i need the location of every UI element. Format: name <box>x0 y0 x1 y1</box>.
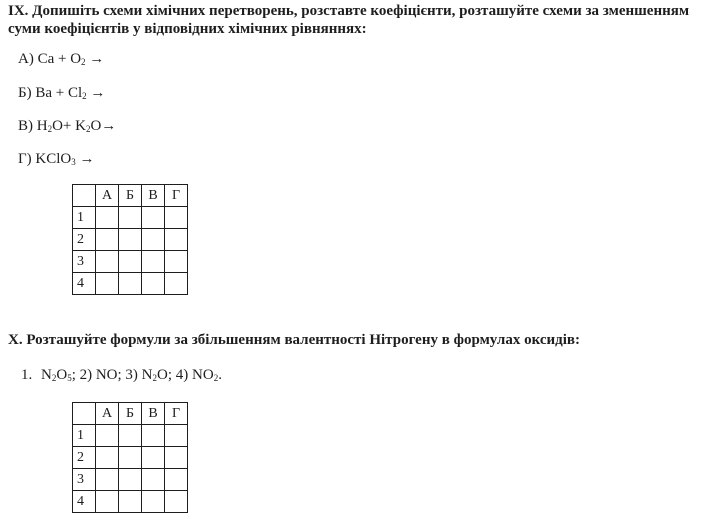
formula-part: . <box>218 367 222 383</box>
answer-grid-col-header: В <box>142 403 165 425</box>
answer-cell[interactable] <box>142 491 165 513</box>
equation-b-text: Б) Ba + Cl <box>18 85 83 101</box>
task-10-title: X. Розташуйте формули за збільшенням валентності Нітрогену в формулах оксидів: <box>8 332 581 348</box>
answer-cell[interactable] <box>96 425 119 447</box>
equation-g <box>18 150 95 168</box>
answer-grid-col-header: Б <box>119 185 142 207</box>
formula-subscript: 2 <box>213 373 219 383</box>
formula-part: ; 2) NO; 3) N <box>71 367 153 383</box>
equation-v-subscript-1: 2 <box>47 124 53 134</box>
answer-grid-row-header: 1 <box>73 207 96 229</box>
answer-grid-row-header: 3 <box>73 469 96 491</box>
answer-cell[interactable] <box>165 425 188 447</box>
answer-grid-row <box>73 251 188 273</box>
answer-grid-col-header: В <box>142 185 165 207</box>
formula-subscript: 2 <box>152 373 158 383</box>
answer-grid-row-header: 2 <box>73 447 96 469</box>
answer-cell[interactable] <box>165 207 188 229</box>
answer-cell[interactable] <box>119 207 142 229</box>
equation-b-arrow: → <box>86 85 106 101</box>
equation-a <box>18 50 104 68</box>
equation-v-text: В) H <box>18 118 48 134</box>
equation-b-subscript: 2 <box>82 91 87 101</box>
formula-part: O <box>56 367 68 383</box>
equation-v <box>18 117 116 135</box>
answer-cell[interactable] <box>96 207 119 229</box>
answer-grid-row <box>73 207 188 229</box>
task-9-title: IX. Допишіть схеми хімічних перетворень, розставте коефіцієнти, розташуйте схеми за зменшенням суми коефіцієнтів у відповідних хімічних рівняннях: <box>8 3 690 37</box>
equation-b <box>18 84 105 102</box>
answer-cell[interactable] <box>119 491 142 513</box>
answer-grid-row-header: 4 <box>73 273 96 295</box>
answer-cell[interactable] <box>142 425 165 447</box>
equation-g-arrow: → <box>75 151 95 167</box>
answer-cell[interactable] <box>96 469 119 491</box>
answer-grid-col-header: Г <box>165 185 188 207</box>
answer-grid-task-10 <box>72 402 188 513</box>
answer-grid-col-header: А <box>96 185 119 207</box>
answer-grid-row <box>73 273 188 295</box>
equation-v-arrow: O→ <box>90 118 117 134</box>
answer-cell[interactable] <box>165 447 188 469</box>
answer-grid-row-header: 4 <box>73 491 96 513</box>
answer-grid-row-header: 2 <box>73 229 96 251</box>
answer-cell[interactable] <box>119 251 142 273</box>
equation-v-subscript-2: 2 <box>85 124 91 134</box>
answer-cell[interactable] <box>119 425 142 447</box>
answer-cell[interactable] <box>96 273 119 295</box>
answer-grid-header-row <box>73 403 188 425</box>
answer-grid-col-header: Б <box>119 403 142 425</box>
equation-v-mid: O+ K <box>52 118 86 134</box>
answer-grid-row-header: 1 <box>73 425 96 447</box>
answer-grid-row <box>73 447 188 469</box>
answer-cell[interactable] <box>96 229 119 251</box>
answer-cell[interactable] <box>119 229 142 251</box>
answer-grid-row-header: 3 <box>73 251 96 273</box>
answer-cell[interactable] <box>142 251 165 273</box>
equation-a-arrow: → <box>85 51 105 67</box>
answer-grid-row <box>73 229 188 251</box>
formula-part: N <box>41 367 52 383</box>
answer-grid-row <box>73 469 188 491</box>
answer-grid-corner-cell <box>73 403 96 425</box>
equation-g-subscript: 3 <box>71 157 76 167</box>
answer-cell[interactable] <box>165 491 188 513</box>
equation-a-text: А) Ca + O <box>18 51 82 67</box>
answer-cell[interactable] <box>142 469 165 491</box>
answer-cell[interactable] <box>142 229 165 251</box>
answer-grid-header-row <box>73 185 188 207</box>
answer-cell[interactable] <box>142 273 165 295</box>
answer-grid-corner-cell <box>73 185 96 207</box>
answer-cell[interactable] <box>119 469 142 491</box>
answer-cell[interactable] <box>119 447 142 469</box>
formula-subscript: 5 <box>67 373 72 383</box>
formula-part: O; 4) NO <box>157 367 214 383</box>
answer-cell[interactable] <box>96 251 119 273</box>
answer-cell[interactable] <box>96 447 119 469</box>
equation-a-subscript: 2 <box>81 57 86 67</box>
oxide-formula-list-item <box>21 366 222 384</box>
answer-grid-task-9 <box>72 184 188 295</box>
formula-subscript: 2 <box>51 373 57 383</box>
answer-cell[interactable] <box>165 229 188 251</box>
answer-cell[interactable] <box>165 469 188 491</box>
list-number: 1. <box>21 367 33 383</box>
answer-grid-row <box>73 491 188 513</box>
answer-grid-col-header: Г <box>165 403 188 425</box>
answer-grid-col-header: А <box>96 403 119 425</box>
answer-grid-row <box>73 425 188 447</box>
answer-cell[interactable] <box>142 207 165 229</box>
answer-cell[interactable] <box>119 273 142 295</box>
answer-cell[interactable] <box>142 447 165 469</box>
answer-cell[interactable] <box>165 251 188 273</box>
answer-cell[interactable] <box>96 491 119 513</box>
answer-cell[interactable] <box>165 273 188 295</box>
equation-g-text: Г) KClO <box>18 151 72 167</box>
